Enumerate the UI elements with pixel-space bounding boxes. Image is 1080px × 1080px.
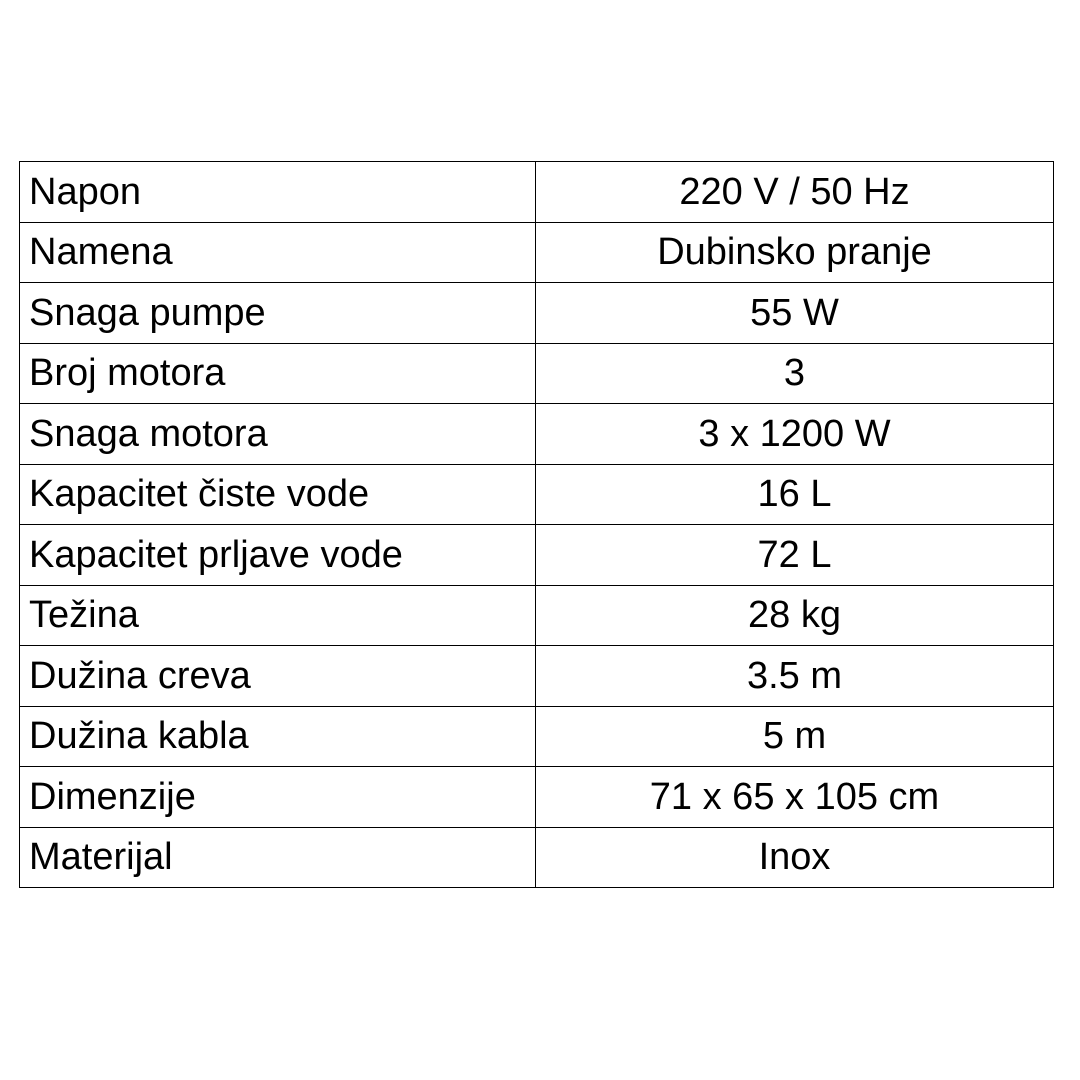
spec-label: Dužina kabla <box>20 706 536 767</box>
spec-value: Dubinsko pranje <box>536 222 1054 283</box>
table-row <box>20 283 1054 344</box>
spec-label: Dimenzije <box>20 767 536 828</box>
table-row <box>20 827 1054 888</box>
table-row <box>20 343 1054 404</box>
spec-label: Broj motora <box>20 343 536 404</box>
spec-label: Kapacitet prljave vode <box>20 525 536 586</box>
table-row <box>20 464 1054 525</box>
spec-value: 28 kg <box>536 585 1054 646</box>
table-row <box>20 222 1054 283</box>
table-row <box>20 404 1054 465</box>
spec-value: 16 L <box>536 464 1054 525</box>
table-row <box>20 585 1054 646</box>
spec-value: Inox <box>536 827 1054 888</box>
spec-label: Namena <box>20 222 536 283</box>
spec-value: 220 V / 50 Hz <box>536 162 1054 223</box>
spec-table-body <box>20 162 1054 888</box>
spec-label: Snaga motora <box>20 404 536 465</box>
spec-value: 5 m <box>536 706 1054 767</box>
spec-value: 3 x 1200 W <box>536 404 1054 465</box>
table-row <box>20 767 1054 828</box>
spec-label: Kapacitet čiste vode <box>20 464 536 525</box>
spec-table <box>19 161 1054 888</box>
table-row <box>20 525 1054 586</box>
spec-value: 71 x 65 x 105 cm <box>536 767 1054 828</box>
spec-value: 72 L <box>536 525 1054 586</box>
spec-label: Napon <box>20 162 536 223</box>
spec-label: Materijal <box>20 827 536 888</box>
table-row <box>20 646 1054 707</box>
spec-label: Snaga pumpe <box>20 283 536 344</box>
spec-label: Težina <box>20 585 536 646</box>
table-row <box>20 706 1054 767</box>
spec-label: Dužina creva <box>20 646 536 707</box>
spec-value: 3.5 m <box>536 646 1054 707</box>
spec-value: 55 W <box>536 283 1054 344</box>
table-row <box>20 162 1054 223</box>
spec-value: 3 <box>536 343 1054 404</box>
